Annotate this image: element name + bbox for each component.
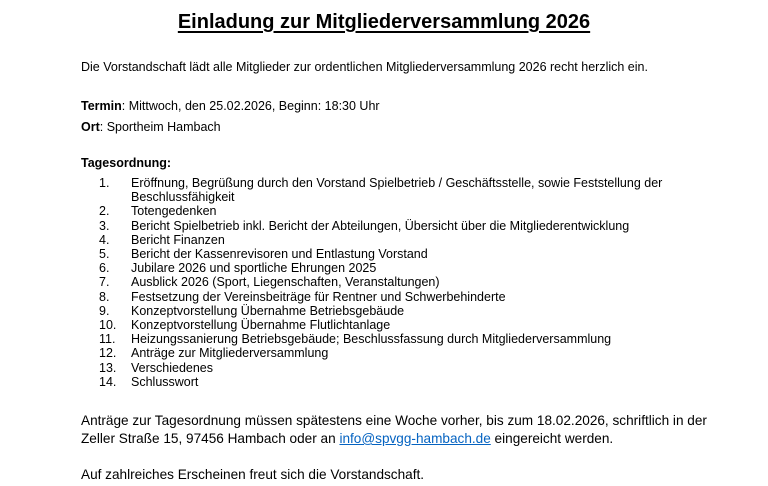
termin-value: : Mittwoch, den 25.02.2026, Beginn: 18:30 Uhr (121, 99, 380, 113)
agenda-item-text: Heizungssanierung Betriebsgebäude; Beschlussfassung durch Mitgliederversammlung (131, 332, 612, 347)
agenda-item-text: Verschiedenes (131, 360, 214, 375)
termin-line (81, 99, 380, 113)
agenda-item (99, 375, 679, 389)
agenda-item-text: Festsetzung der Vereinsbeiträge für Rentner und Schwerbehinderte (131, 289, 506, 304)
agenda-item-number: 12. (99, 346, 117, 361)
agenda-item (99, 290, 679, 304)
agenda-item-number: 5. (99, 247, 110, 262)
agenda-item-number: 1. (99, 176, 110, 190)
agenda-item (99, 261, 679, 275)
agenda-item-number: 9. (99, 303, 110, 318)
agenda-item-number: 2. (99, 204, 110, 219)
agenda-item-text: Bericht der Kassenrevisoren und Entlastung Vorstand (131, 247, 428, 262)
agenda-item-number: 14. (99, 374, 117, 389)
agenda-item-number: 13. (99, 360, 117, 375)
agenda-item-text: Totengedenken (131, 204, 217, 219)
agenda-item (99, 204, 679, 218)
agenda-item-text: Konzeptvorstellung Übernahme Flutlichtanlage (131, 318, 391, 333)
agenda-item-text: Bericht Spielbetrieb inkl. Bericht der Abteilungen, Übersicht über die Mitgliederentwicklung (131, 218, 630, 233)
agenda-item-text: Anträge zur Mitgliederversammlung (131, 346, 329, 361)
agenda-item-number: 6. (99, 261, 110, 276)
agenda-item-text: Eröffnung, Begrüßung durch den Vorstand Spielbetrieb / Geschäftsstelle, sowie Feststellung der Beschlussfähigkeit (131, 176, 663, 205)
intro-text: Die Vorstandschaft lädt alle Mitglieder zur ordentlichen Mitgliederversammlung 2026 recht herzlich ein. (81, 60, 648, 74)
footer-text-before: Anträge zur Tagesordnung müssen spätestens eine Woche vorher, bis zum 18.02.2026, schriftlich in der Zeller Straße 15, 97456 Hambach oder an (81, 413, 707, 446)
agenda-item (99, 304, 679, 318)
ort-label: Ort (81, 120, 100, 134)
footer-text-after: eingereicht werden. (490, 431, 614, 446)
agenda-item-number: 8. (99, 289, 110, 304)
agenda-item-text: Bericht Finanzen (131, 232, 225, 247)
agenda-item-text: Jubilare 2026 und sportliche Ehrungen 2025 (131, 261, 377, 276)
agenda-heading: Tagesordnung: (81, 156, 172, 170)
agenda-item-number: 11. (99, 332, 116, 347)
agenda-item-number: 7. (99, 275, 110, 290)
agenda-item-text: Konzeptvorstellung Übernahme Betriebsgebäude (131, 303, 405, 318)
termin-label: Termin (81, 99, 122, 113)
closing-text: Auf zahlreiches Erscheinen freut sich die Vorstandschaft. (81, 467, 425, 482)
agenda-item (99, 275, 679, 289)
agenda-item-text: Schlusswort (131, 374, 199, 389)
agenda-item (99, 318, 679, 332)
footer-paragraph (81, 412, 721, 448)
agenda-item (99, 233, 679, 247)
agenda-item (99, 361, 679, 375)
agenda-list (99, 176, 679, 389)
agenda-item (99, 176, 679, 204)
email-link[interactable]: info@spvgg-hambach.de (339, 431, 491, 446)
agenda-item-number: 3. (99, 218, 110, 233)
agenda-item-text: Ausblick 2026 (Sport, Liegenschaften, Veranstaltungen) (131, 275, 440, 290)
page-title: Einladung zur Mitgliederversammlung 2026 (177, 11, 591, 33)
agenda-item-number: 10. (99, 318, 117, 333)
agenda-item (99, 332, 679, 346)
ort-value: : Sportheim Hambach (99, 120, 221, 134)
ort-line (81, 120, 221, 134)
agenda-item (99, 247, 679, 261)
agenda-item (99, 219, 679, 233)
agenda-item (99, 346, 679, 360)
agenda-item-number: 4. (99, 232, 110, 247)
